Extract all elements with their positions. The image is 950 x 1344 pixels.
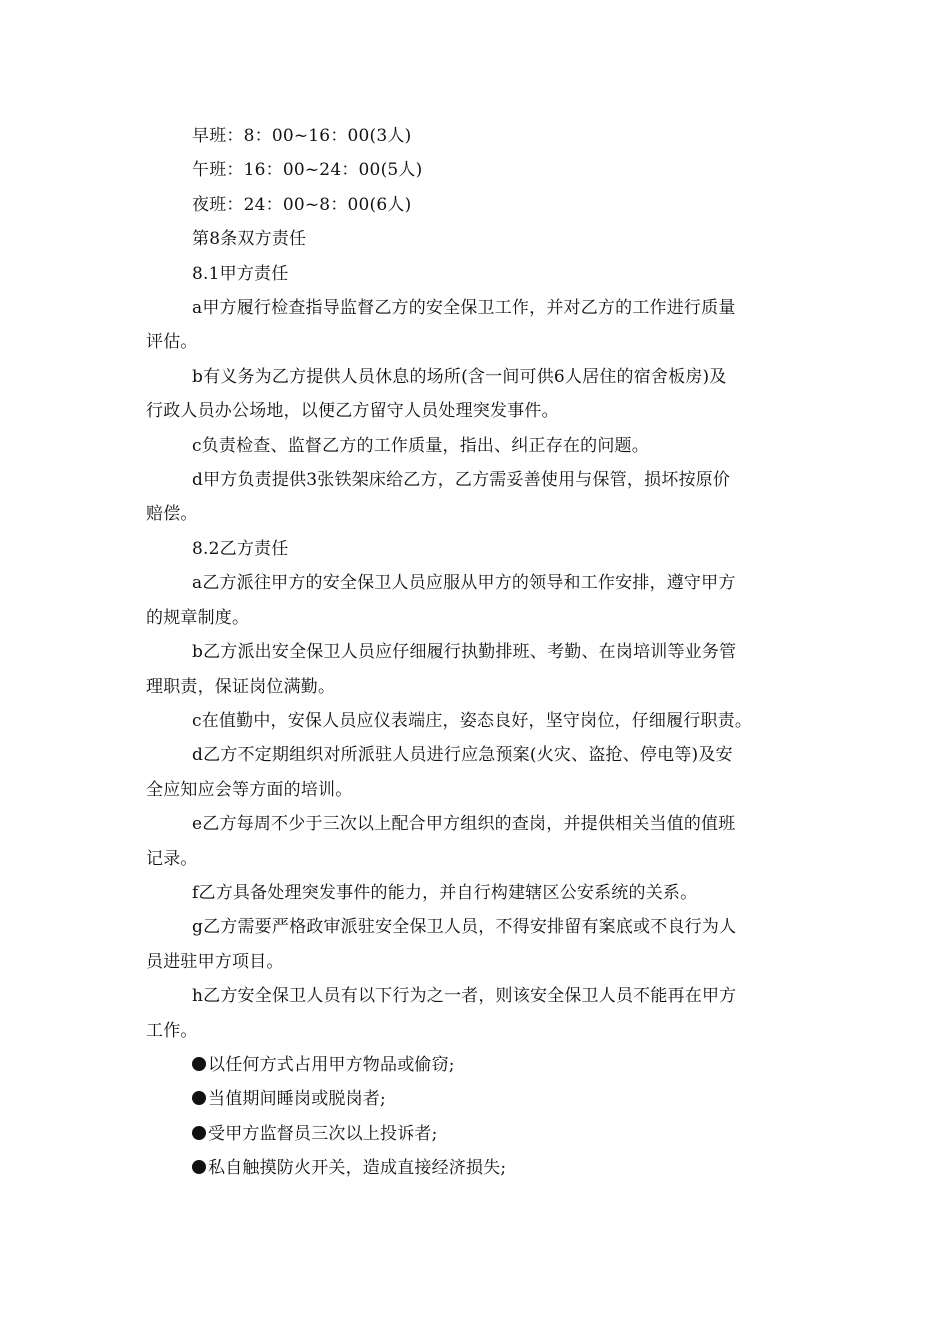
party-a-item-b-line-2: 行政人员办公场地，以便乙方留守人员处理突发事件。 — [146, 401, 559, 422]
party-b-item-a-line-1: a乙方派往甲方的安全保卫人员应服从甲方的领导和工作安排，遵守甲方 — [192, 573, 736, 594]
article-title: 第8条双方责任 — [192, 229, 307, 250]
violation-item — [146, 1151, 802, 1185]
party-a-item-a-line-2: 评估。 — [146, 332, 198, 353]
document-body — [146, 119, 802, 1186]
party-b-item-a-line-2: 的规章制度。 — [146, 607, 250, 628]
party-a-item-d-line-2: 赔偿。 — [146, 504, 198, 525]
violation-item — [146, 1048, 802, 1082]
party-b-item-f: f乙方具备处理突发事件的能力，并自行构建辖区公安系统的关系。 — [192, 882, 698, 903]
party-a-heading: 8.1甲方责任 — [192, 263, 289, 284]
violation-text: 当值期间睡岗或脱岗者; — [208, 1089, 386, 1110]
party-b-item-d-line-1: d乙方不定期组织对所派驻人员进行应急预案(火灾、盗抢、停电等)及安 — [192, 745, 733, 766]
party-b-item-g-line-1: g乙方需要严格政审派驻安全保卫人员，不得安排留有案底或不良行为人 — [192, 917, 737, 938]
party-b-item-g-line-2: 员进驻甲方项目。 — [146, 951, 284, 972]
party-b-item-e-line-1: e乙方每周不少于三次以上配合甲方组织的查岗，并提供相关当值的值班 — [192, 814, 736, 835]
party-a-item-b-line-1: b有义务为乙方提供人员休息的场所(含一间可供6人居住的宿舍板房)及 — [192, 366, 727, 387]
shift-morning: 早班：8：00~16：00(3人) — [192, 126, 412, 146]
party-b-item-d-line-2: 全应知应会等方面的培训。 — [146, 779, 353, 800]
violation-text: 私自触摸防火开关，造成直接经济损失; — [208, 1158, 507, 1179]
party-a-item-a-line-1: a甲方履行检查指导监督乙方的安全保卫工作，并对乙方的工作进行质量 — [192, 298, 736, 319]
party-b-item-h-line-1: h乙方安全保卫人员有以下行为之一者，则该安全保卫人员不能再在甲方 — [192, 986, 737, 1007]
violation-item — [146, 1082, 802, 1116]
violation-text: 以任何方式占用甲方物品或偷窃; — [208, 1054, 455, 1075]
bullet-icon — [192, 1057, 206, 1071]
violation-text: 受甲方监督员三次以上投诉者; — [208, 1123, 438, 1144]
party-b-item-c: c在值勤中，安保人员应仪表端庄，姿态良好，坚守岗位，仔细履行职责。 — [192, 710, 753, 731]
shift-afternoon: 午班：16：00~24：00(5人) — [192, 160, 423, 181]
party-b-item-b-line-1: b乙方派出安全保卫人员应仔细履行执勤排班、考勤、在岗培训等业务管 — [192, 642, 737, 663]
bullet-icon — [192, 1160, 206, 1174]
party-b-item-e-line-2: 记录。 — [146, 848, 198, 869]
party-b-heading: 8.2乙方责任 — [192, 538, 289, 559]
party-b-item-b-line-2: 理职责，保证岗位满勤。 — [146, 676, 336, 697]
shift-night: 夜班：24：00~8：00(6人) — [192, 194, 412, 215]
party-b-item-h-line-2: 工作。 — [146, 1020, 198, 1041]
bullet-icon — [192, 1126, 206, 1140]
bullet-icon — [192, 1091, 206, 1105]
violation-item — [146, 1117, 802, 1151]
party-a-item-c: c负责检查、监督乙方的工作质量，指出、纠正存在的问题。 — [192, 435, 649, 456]
party-a-item-d-line-1: d甲方负责提供3张铁架床给乙方，乙方需妥善使用与保管，损坏按原价 — [192, 470, 731, 491]
